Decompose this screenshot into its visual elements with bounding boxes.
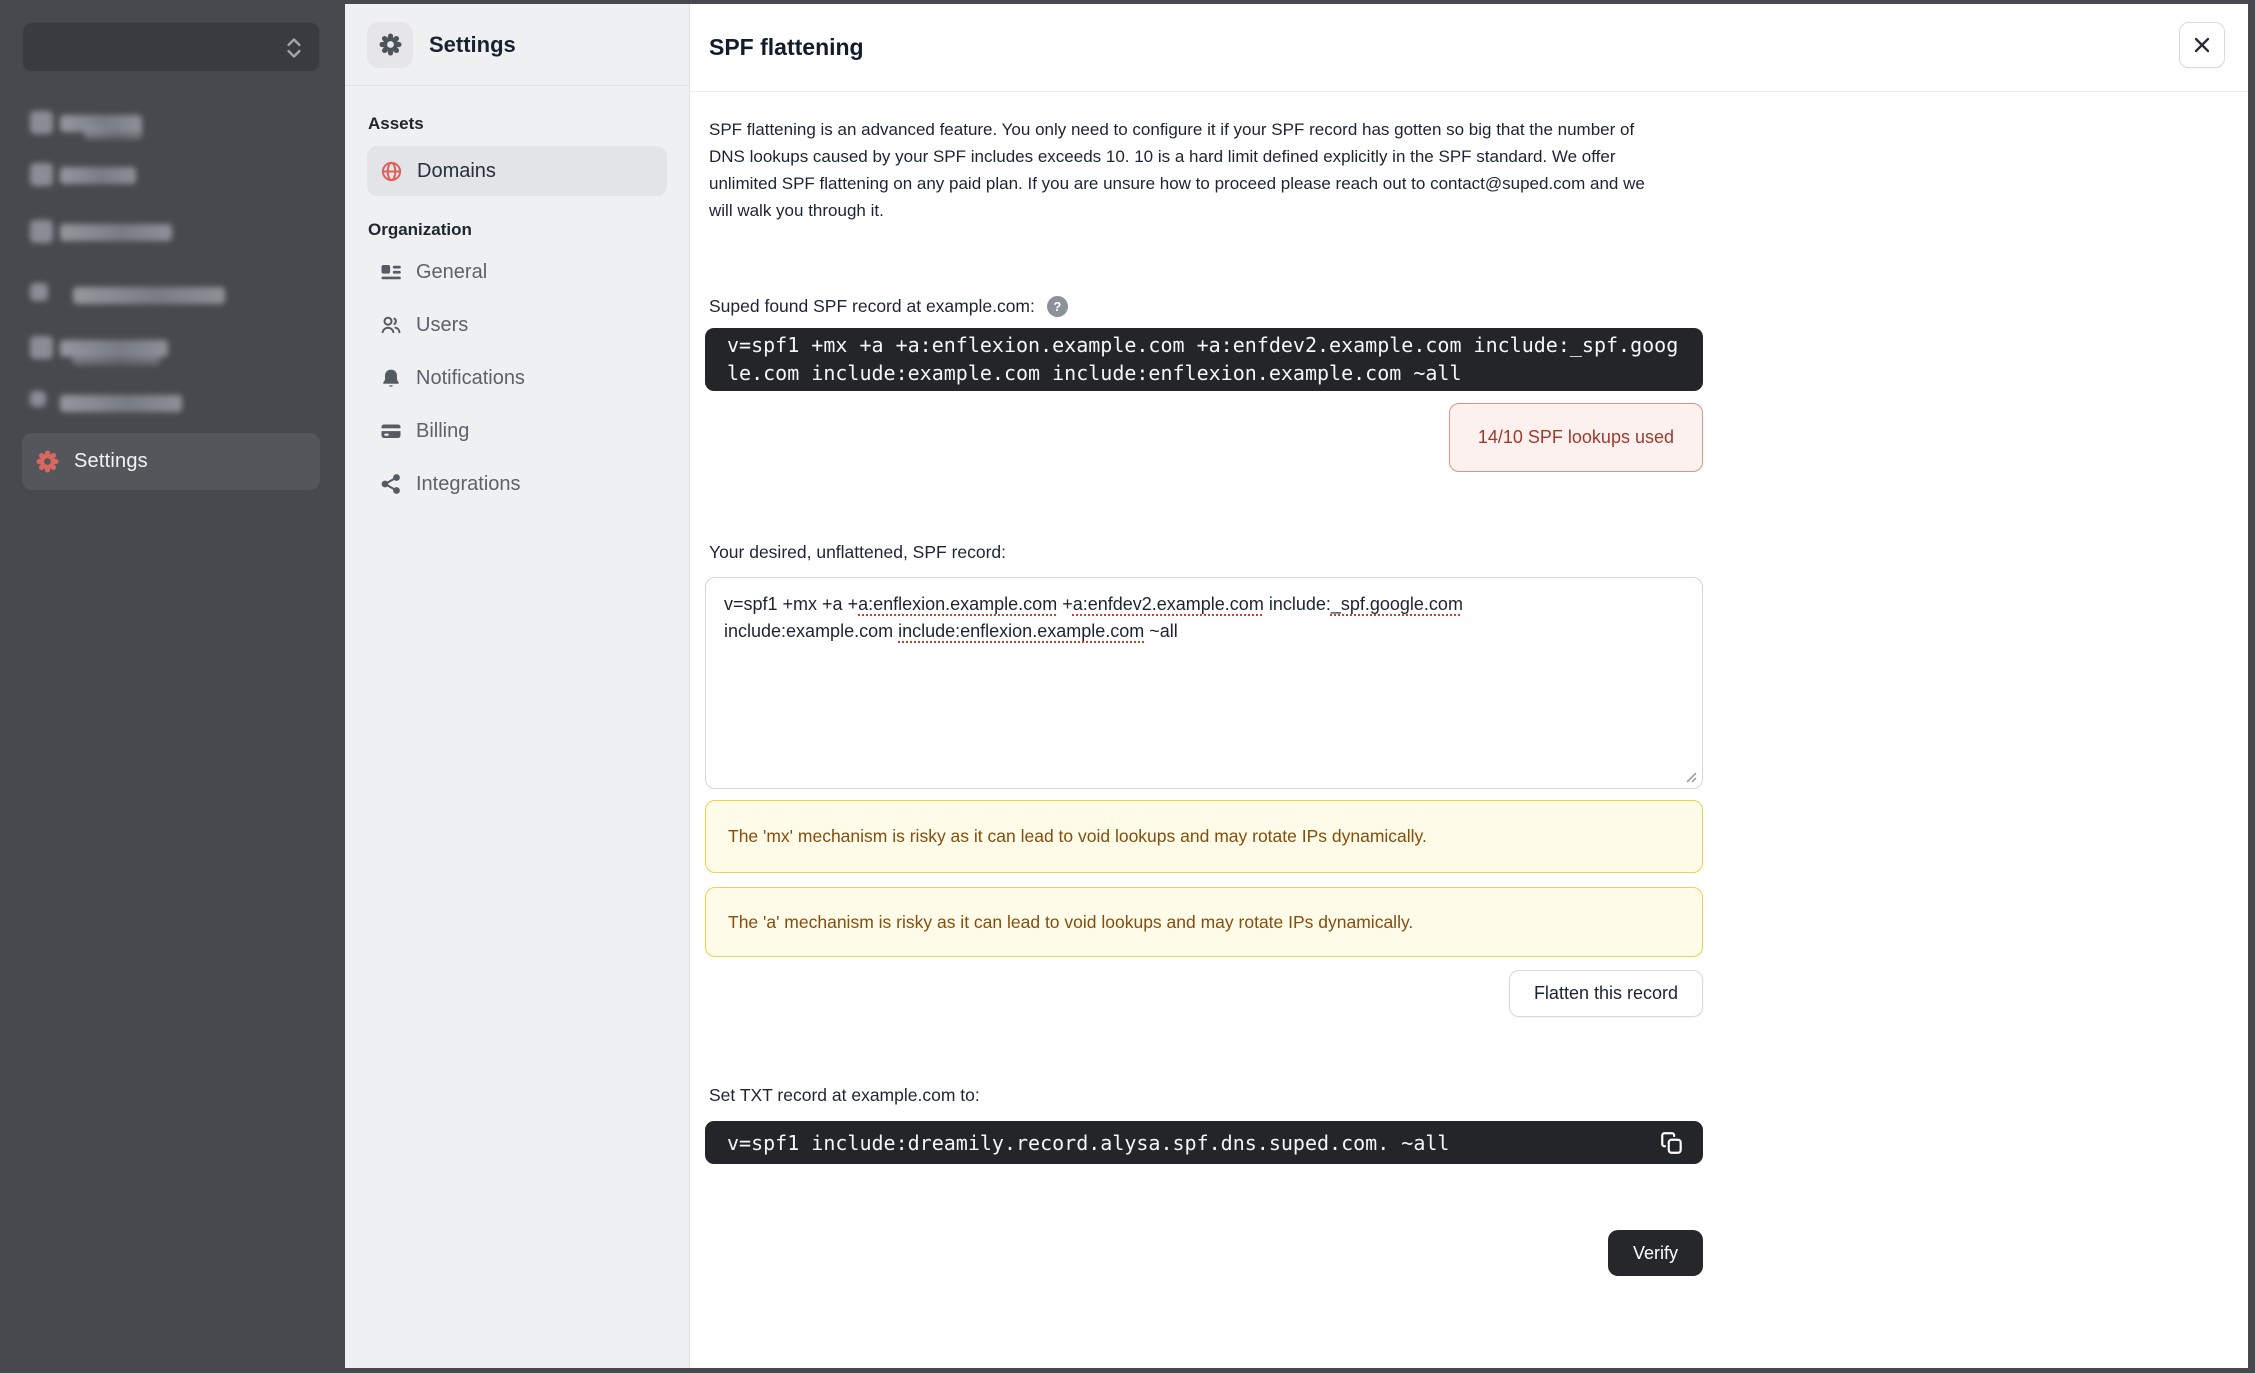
redacted-icon <box>30 111 53 134</box>
settings-header-icon-box <box>367 22 413 68</box>
redacted-icon <box>30 163 53 186</box>
txt-record-value: v=spf1 include:dreamily.record.alysa.spf.dns.suped.com. ~all <box>727 1130 1450 1155</box>
redacted-nav-item[interactable] <box>0 336 345 364</box>
nav-item-label: Billing <box>416 419 470 442</box>
app-window <box>0 4 2248 1368</box>
flatten-record-button[interactable]: Flatten this record <box>1509 970 1703 1017</box>
feature-description: SPF flattening is an advanced feature. You only need to configure it if your SPF record has gotten so big that the number of DNS lookups caused by your SPF includes exceeds 10. 10 is a hard limit defined explicitly in the SPF standard. We offer unlimited SPF flattening on any paid plan. If you are unsure how to proceed please reach out to contact@suped.com and we will walk you through it. <box>709 120 1645 220</box>
settings-nav-header <box>345 4 689 86</box>
warning-a-mechanism: The 'a' mechanism is risky as it can lead to void lookups and may rotate IPs dynamically. <box>705 887 1703 957</box>
redacted-icon <box>30 283 48 301</box>
spf-lookups-badge: 14/10 SPF lookups used <box>1449 403 1703 472</box>
help-icon[interactable]: ? <box>1047 296 1068 317</box>
users-icon <box>380 314 402 336</box>
desired-record-textarea[interactable] <box>705 577 1703 789</box>
redacted-nav-item[interactable] <box>0 220 345 248</box>
txt-record-label: Set TXT record at example.com to: <box>709 1085 980 1105</box>
nav-item-label: General <box>416 260 488 283</box>
txt-record-code <box>705 1121 1703 1164</box>
nav-item-integrations[interactable] <box>367 464 667 504</box>
chevrons-up-down-icon <box>283 36 305 60</box>
warning-mx-mechanism: The 'mx' mechanism is risky as it can lead to void lookups and may rotate IPs dynamically. <box>705 800 1703 873</box>
desired-record-label: Your desired, unflattened, SPF record: <box>709 542 1007 562</box>
layout-list-icon <box>380 261 402 283</box>
nav-item-domains[interactable] <box>367 146 667 196</box>
redacted-icon <box>30 391 46 407</box>
copy-button[interactable] <box>1657 1128 1687 1158</box>
settings-nav-title: Settings <box>429 31 516 57</box>
sidebar-item-label: Settings <box>74 450 148 472</box>
share-network-icon <box>380 473 402 495</box>
page-title: SPF flattening <box>709 34 864 60</box>
found-record-label: Suped found SPF record at example.com: <box>709 296 1035 316</box>
redacted-nav-item[interactable] <box>0 283 345 311</box>
verify-button[interactable]: Verify <box>1608 1230 1703 1276</box>
nav-section-organization: Organization <box>368 220 472 239</box>
desired-record-value: v=spf1 +mx +a +a:enflexion.example.com +a:enfdev2.example.com include:_spf.google.com include:example.com include:enflexion.example.com ~all <box>724 594 1468 641</box>
redacted-icon <box>30 336 53 359</box>
panel-body <box>690 92 1703 1276</box>
workspace-sidebar <box>0 4 345 1368</box>
nav-item-notifications[interactable] <box>367 358 667 398</box>
resize-handle-icon[interactable] <box>1683 769 1698 784</box>
redacted-nav-item[interactable] <box>0 391 345 419</box>
panel-header <box>690 4 2248 92</box>
found-spf-record-code: v=spf1 +mx +a +a:enflexion.example.com +a:enfdev2.example.com include:_spf.google.com include:example.com include:enflexion.example.com ~all <box>705 328 1703 391</box>
nav-item-label: Domains <box>417 159 496 182</box>
spf-flattening-panel <box>690 4 2248 1368</box>
nav-item-billing[interactable] <box>367 411 667 451</box>
redacted-icon <box>30 220 53 243</box>
nav-section-assets: Assets <box>368 114 424 133</box>
workspace-switcher[interactable] <box>22 22 320 72</box>
globe-icon <box>380 160 403 183</box>
gear-icon <box>379 33 402 56</box>
nav-item-label: Integrations <box>416 472 521 495</box>
redacted-nav-item[interactable] <box>0 111 345 139</box>
bell-icon <box>380 367 402 389</box>
nav-item-users[interactable] <box>367 305 667 345</box>
nav-item-general[interactable] <box>367 252 667 292</box>
close-icon <box>2191 34 2213 56</box>
close-button[interactable] <box>2179 22 2225 68</box>
gear-icon <box>36 450 59 473</box>
nav-item-label: Notifications <box>416 366 525 389</box>
found-record-label-row <box>709 296 1703 317</box>
credit-card-icon <box>380 420 402 442</box>
redacted-nav-item[interactable] <box>0 163 345 191</box>
settings-nav <box>345 4 690 1368</box>
sidebar-item-settings[interactable] <box>22 433 320 490</box>
copy-icon <box>1659 1130 1685 1156</box>
nav-item-label: Users <box>416 313 469 336</box>
